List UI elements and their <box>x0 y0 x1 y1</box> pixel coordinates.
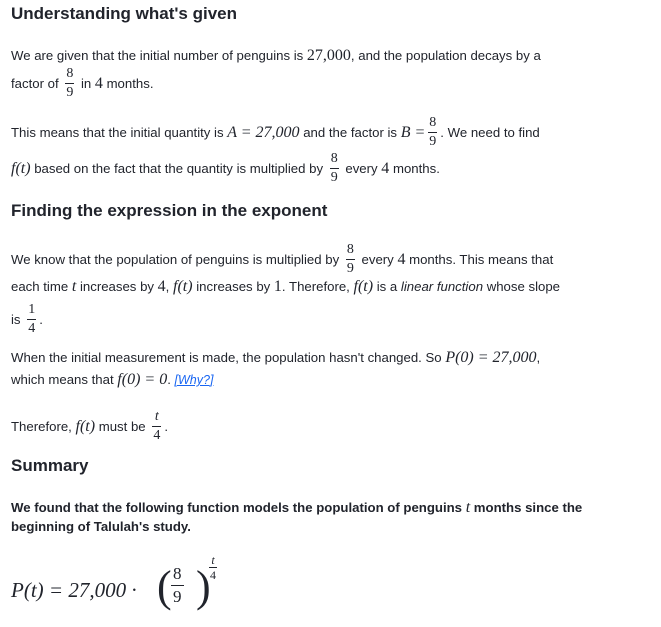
summary-line-1 <box>11 499 582 517</box>
number-1: 1 <box>273 278 282 295</box>
denominator: 9 <box>429 134 437 149</box>
exponent-fraction <box>209 554 217 581</box>
text: every <box>341 160 382 176</box>
text: whose slope <box>483 279 561 294</box>
denominator: 4 <box>28 321 36 336</box>
numerator: 8 <box>330 152 339 169</box>
denominator: 4 <box>153 428 161 443</box>
text: . <box>39 311 43 327</box>
text: months since the <box>470 500 583 515</box>
exponent-paragraph-1-line-2 <box>11 278 560 296</box>
text: When the initial measurement is made, the population hasn't changed. So <box>11 350 446 365</box>
denominator: 9 <box>330 170 338 185</box>
text: and the factor is <box>299 124 401 140</box>
text: We are given that the initial number of penguins is <box>11 48 307 63</box>
exponent-paragraph-2-line-2 <box>11 371 213 389</box>
exponent-paragraph-2-line-1 <box>11 349 540 367</box>
number-4: 4 <box>157 278 166 295</box>
text: , <box>536 350 541 365</box>
exponent-paragraph-1-line-3 <box>11 304 43 337</box>
equation-a: A = 27,000 <box>227 123 300 141</box>
text: in <box>77 75 95 91</box>
text: increases by <box>76 279 158 294</box>
exponent-paragraph-1-line-1 <box>11 244 553 277</box>
formula-lhs: P(t) = 27,000 · <box>11 578 137 602</box>
numerator: 8 <box>65 67 74 84</box>
equation-f0: f(0) = 0 <box>117 371 168 388</box>
text: must be <box>95 418 150 434</box>
text: every <box>357 251 398 267</box>
why-link[interactable]: [Why?] <box>174 373 214 387</box>
numerator: 1 <box>27 303 36 320</box>
text: . Therefore, <box>281 279 354 294</box>
variable-t: t <box>71 278 77 295</box>
fraction-1-4 <box>27 303 36 336</box>
numerator: 8 <box>428 116 437 133</box>
text: which means that <box>11 372 118 387</box>
exponent-paragraph-3 <box>11 411 168 444</box>
summary-line-2 <box>11 518 191 536</box>
text: is <box>11 311 25 327</box>
f-of-t: f(t) <box>353 278 374 295</box>
numerator: 8 <box>171 565 184 586</box>
months-value: 4 <box>94 74 103 92</box>
equation-b: B = <box>400 123 426 141</box>
left-parenthesis: ( <box>157 562 172 611</box>
text: months. This means that <box>405 251 554 267</box>
text: This means that the initial quantity is <box>11 124 228 140</box>
denominator: 9 <box>346 261 354 276</box>
base-fraction <box>171 565 184 606</box>
text: is a <box>373 279 401 294</box>
text: months. <box>389 160 440 176</box>
heading-exponent: Finding the expression in the exponent <box>11 201 328 220</box>
text: , <box>165 279 173 294</box>
text: Therefore, <box>11 418 76 434</box>
text: , and the population decays by a <box>350 48 541 63</box>
numerator: 8 <box>346 243 355 260</box>
fraction-8-9 <box>65 67 74 100</box>
f-of-t: f(t) <box>11 159 31 177</box>
numerator: t <box>152 410 161 427</box>
fraction-t-4 <box>152 410 161 443</box>
variable-t: t <box>465 499 471 516</box>
initial-population: 27,000 <box>306 47 351 64</box>
heading-summary: Summary <box>11 456 89 475</box>
given-paragraph-2-line-2 <box>11 153 440 186</box>
given-paragraph-1-line-1 <box>11 47 541 65</box>
text: . <box>164 418 168 434</box>
months-value: 4 <box>381 159 390 177</box>
months-value: 4 <box>397 250 406 268</box>
text: factor of <box>11 75 63 91</box>
right-parenthesis: ) <box>196 562 211 611</box>
text: increases by <box>192 279 274 294</box>
f-of-t: f(t) <box>173 278 193 295</box>
f-of-t: f(t) <box>75 417 96 435</box>
numerator: t <box>209 554 217 568</box>
denominator: 4 <box>210 568 216 582</box>
given-paragraph-2-line-1 <box>11 117 540 150</box>
text: each time <box>11 279 72 294</box>
text: . <box>167 372 175 387</box>
linear-function-term: linear function <box>400 279 484 294</box>
equation-p0: P(0) = 27,000 <box>445 349 537 366</box>
text: based on the fact that the quantity is multiplied by <box>30 160 327 176</box>
denominator: 9 <box>66 85 74 100</box>
text: beginning of Talulah's study. <box>11 519 191 534</box>
text: We found that the following function models the population of penguins <box>11 500 466 515</box>
text: months. <box>102 75 154 91</box>
text: . We need to find <box>440 124 540 140</box>
given-paragraph-1-line-2 <box>11 68 153 101</box>
fraction-8-9 <box>346 243 355 276</box>
text: We know that the population of penguins is multiplied by <box>11 251 343 267</box>
heading-understanding: Understanding what's given <box>11 4 238 23</box>
fraction-8-9 <box>330 152 339 185</box>
fraction-8-9 <box>428 116 437 149</box>
denominator: 9 <box>173 587 182 606</box>
